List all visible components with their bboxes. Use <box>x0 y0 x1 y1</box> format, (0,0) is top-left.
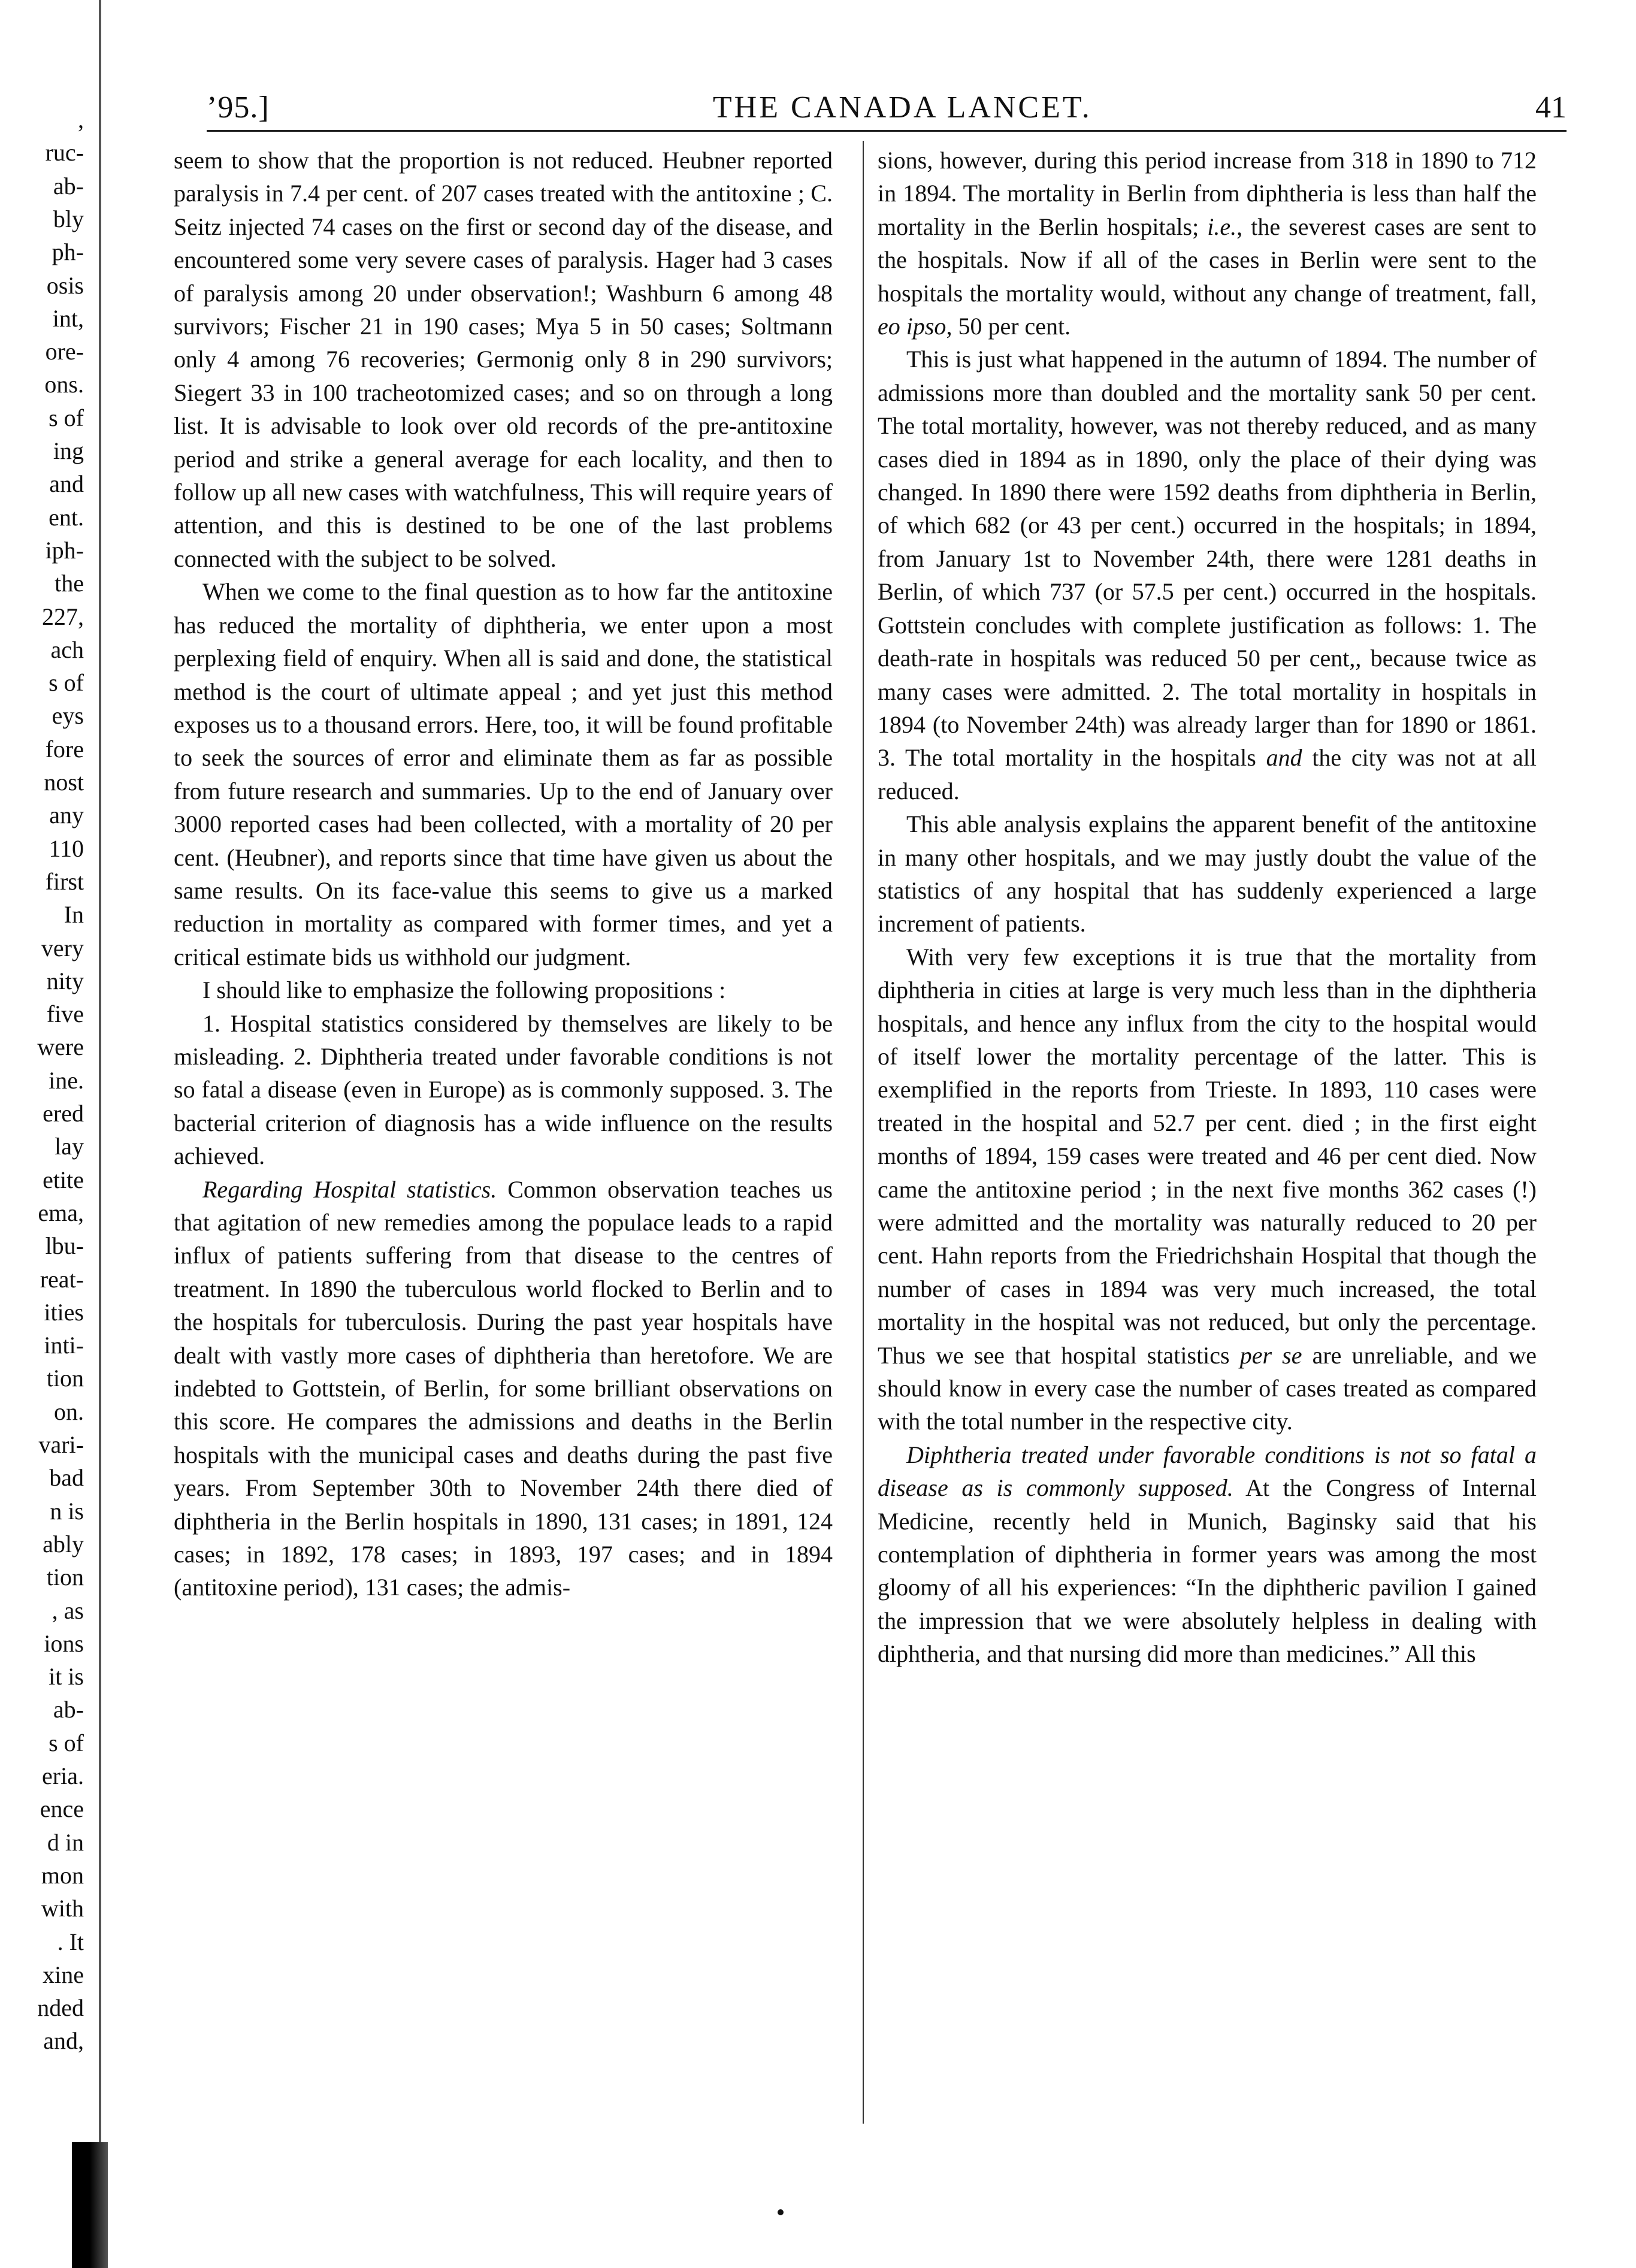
facing-page-fragment: ered <box>43 1100 84 1127</box>
facing-page-fragment: tion <box>46 1564 84 1591</box>
facing-page-fragment: nost <box>44 769 84 796</box>
column-divider <box>863 141 864 2124</box>
facing-page-fragment: ab- <box>53 172 84 199</box>
paragraph: When we come to the final question as to how far the antitoxine has reduced the mortality of diphtheria, we enter upon a most perplexing field of enquiry. When all is said and done, the statistical method is the court of ultimate appeal ; and yet just this method exposes us to a thousand errors. Here, too, it will be found profitable to seek the sources of error and eliminate them as far as possible from future research and summaries. Up to the end of January over 3000 reported cases had been collected, with a mortality of 20 per cent. (Heubner), and reports since that time have given us about the same results. On its face-value this seems to give us a marked reduction in mortality as compared with former times, and yet a critical estimate bids us withhold our judgment. <box>174 578 833 970</box>
page-number: 41 <box>1535 90 1567 125</box>
facing-page-fragment: ably <box>43 1530 84 1558</box>
paragraph: sions, however, during this period increase from 318 in 1890 to 712 in 1894. The mortality in Berlin from diphtheria is less than half the mortality in the Berlin hospitals; i.e., the severest cases are sent to the hospitals. Now if all of the cases in Berlin were sent to the hospitals the mortality would, without any change of treatment, fall, eo ipso, 50 per cent. <box>878 147 1537 340</box>
facing-page-fragment: on. <box>54 1398 84 1425</box>
facing-page-fragment: first <box>45 867 84 895</box>
facing-page-fragment: iph- <box>45 536 84 564</box>
facing-page-fragment: reat- <box>40 1265 84 1293</box>
section-lead: Regarding Hospital statistics. <box>202 1175 497 1203</box>
paragraph: Diphtheria treated under favorable conditions is not so fatal a disease as is commonly supposed. At the Congress of Internal Medicine, recently held in Munich, Baginsky said that his contemplation of diphtheria in former years was among the most gloomy of all his experiences: “In the diphtheric pavilion I gained the impression that we were absolutely helpless in dealing with diphtheria, and that nursing did more than medicines.” All this <box>878 1441 1537 1668</box>
facing-page-fragment: ing <box>53 437 84 464</box>
facing-page-fragment: s of <box>49 404 84 431</box>
facing-page-fragment: mon <box>41 1861 84 1889</box>
facing-page-fragment: ence <box>40 1795 84 1823</box>
facing-page-fragment: any <box>49 802 84 829</box>
header-year: ’95.] <box>207 90 270 125</box>
left-column <box>174 144 833 1604</box>
facing-page-fragment: ons. <box>44 371 84 398</box>
facing-page-fragment: int, <box>52 304 84 332</box>
facing-page-fragment: fore <box>45 735 84 763</box>
facing-page-fragment: with <box>41 1895 84 1922</box>
facing-page-fragment: very <box>41 934 84 961</box>
facing-page-fragment: eria. <box>42 1762 84 1789</box>
facing-page-fragment: , <box>78 106 84 133</box>
facing-page-fragment: lbu- <box>45 1232 84 1260</box>
facing-page-fragment: ine. <box>49 1066 84 1094</box>
facing-page-fragment: xine <box>43 1961 84 1988</box>
paragraph: I should like to emphasize the following propositions : <box>202 976 726 1004</box>
paragraph: This is just what happened in the autumn of 1894. The number of admissions more than doubled and the mortality sank 50 per cent. The total mortality, however, was not thereby reduced, and as many cases died in 1894 as in 1890, only the place of their dying was changed. In 1890 there were 1592 deaths from diphtheria in Berlin, of which 682 (or 43 per cent.) occurred in the hospitals; in 1894, from January 1st to November 24th, there were 1281 deaths in Berlin, of which 737 (or 57.5 per cent.) occurred in the hospitals. Gottstein concludes with complete justification as follows: 1. The death-rate in hospitals was reduced 50 per cent,, because twice as many cases were admitted. 2. The total mortality in hospitals in 1894 (to November 24th) was already larger than for 1890 or 1861. 3. The total mortality in the hospitals and the city was not at all reduced. <box>878 346 1537 805</box>
paragraph: Regarding Hospital statistics. Common observation teaches us that agitation of new remedies among the populace leads to a rapid influx of patients suffering from that disease to the centres of treatment. In 1890 the tuberculous world flocked to Berlin and to the hospitals for tuberculosis. During the past year hospitals have dealt with vastly more cases of diphtheria than heretofore. We are indebted to Gottstein, of Berlin, for some brilliant observations on this score. He compares the admissions and deaths in the Berlin hospitals with the municipal cases and deaths during the past five years. From September 30th to November 24th there died of diphtheria in the Berlin hospitals in 1890, 131 cases; in 1891, 124 cases; in 1892, 178 cases; in 1893, 197 cases; and in 1894 (antitoxine period), 131 cases; the admis- <box>174 1175 833 1601</box>
facing-page-fragment: five <box>46 1000 84 1028</box>
facing-page-fragment: s of <box>49 1729 84 1756</box>
facing-page-fragment: , as <box>52 1596 84 1624</box>
facing-page-fragment: ruc- <box>45 139 84 167</box>
facing-page-fragment: were <box>37 1033 84 1061</box>
paragraph: 1. Hospital statistics considered by themselves are likely to be misleading. 2. Diphtheria treated under favorable conditions is not so fatal a disease (even in Europe) as is commonly supposed. 3. The bacterial criterion of diagnosis has a wide influence on the results achieved. <box>174 1009 833 1170</box>
binding-shadow <box>72 2142 108 2268</box>
facing-page-fragment: bly <box>53 205 84 232</box>
facing-page-fragment: 110 <box>49 834 84 862</box>
facing-page-fragment: the <box>55 570 84 597</box>
paragraph: seem to show that the proportion is not reduced. Heubner reported paralysis in 7.4 per cent. of 207 cases treated with the antitoxine ; C. Seitz injected 74 cases on the first or second day of the disease, and encountered some very severe cases of paralysis. Hager had 3 cases of paralysis among 20 under observation!; Washburn 6 among 48 survivors; Fischer 21 in 190 cases; Mya 5 in 50 cases; Soltmann only 4 among 76 recoveries; Germonig only 8 in 290 survivors; Siegert 33 in 100 tracheotomized cases; and so on through a long list. It is advisable to look over old records of the pre-antitoxine period and strike a general average for each locality, and then to follow up all new cases with watchfulness, This will require years of attention, and this is destined to be one of the last problems connected with the subject to be solved. <box>174 147 833 572</box>
paragraph: With very few exceptions it is true that the mortality from diphtheria in cities at large is very much less than in the diphtheria hospitals, and hence any influx from the city to the hospital would of itself lower the mortality percentage of the latter. This is exemplified in the reports from Trieste. In 1893, 110 cases were treated in the hospital and 52.7 per cent. died ; in the first eight months of 1894, 159 cases were treated and 46 per cent died. Now came the antitoxine period ; in the next five months 362 cases (!) were admitted and the mortality was naturally reduced to 20 per cent. Hahn reports from the Friedrichshain Hospital that though the number of cases in 1894 was very much increased, the total mortality in the hospital was not reduced, but only the percentage. Thus we see that hospital statistics per se are unreliable, and we should know in every case the number of cases treated as compared with the total number in the respective city. <box>878 943 1537 1435</box>
facing-page-fragment: ph- <box>52 238 84 266</box>
paragraph: This able analysis explains the apparent benefit of the antitoxine in many other hospitals, and we may justly doubt the value of the statistics of any hospital that has suddenly experienced a large increment of patients. <box>878 811 1537 938</box>
facing-page-fragment: ab- <box>53 1696 84 1723</box>
running-header <box>207 84 1567 132</box>
journal-title: THE CANADA LANCET. <box>712 90 1092 125</box>
facing-page-fragment: it is <box>49 1663 84 1691</box>
print-speck <box>778 2209 784 2215</box>
facing-page-fragment: d in <box>47 1828 84 1856</box>
facing-page-fragment: ore- <box>45 338 84 365</box>
facing-page-fragment: inti- <box>44 1332 84 1359</box>
section-lead: Diphtheria treated under favorable conditions is not so fatal a disease as is commonly supposed. <box>878 1441 1537 1502</box>
facing-page-fragment: eys <box>52 702 84 730</box>
facing-page-fragment: ema, <box>38 1199 84 1226</box>
facing-page-edge <box>0 0 101 2268</box>
facing-page-fragment: and <box>49 470 84 498</box>
facing-page-fragment: ach <box>50 636 84 663</box>
facing-page-fragment: etite <box>43 1166 84 1193</box>
facing-page-fragment: . It <box>57 1928 84 1955</box>
facing-page-fragment: n is <box>50 1497 84 1525</box>
facing-page-fragment: and, <box>43 2027 84 2055</box>
facing-page-fragment: ent. <box>49 503 84 531</box>
facing-page-fragment: s of <box>49 669 84 697</box>
facing-page-fragment: tion <box>46 1365 84 1392</box>
facing-page-fragment: vari- <box>38 1431 84 1458</box>
facing-page-fragment: ities <box>44 1298 84 1326</box>
facing-page-fragment: 227, <box>42 603 84 630</box>
facing-page-fragment: ions <box>44 1629 84 1657</box>
facing-page-fragment: nded <box>37 1994 84 2022</box>
right-column <box>878 144 1537 1671</box>
facing-page-fragment: bad <box>49 1464 84 1492</box>
facing-page-fragment: nity <box>46 967 84 994</box>
facing-page-fragment: osis <box>46 271 84 299</box>
facing-page-fragment: lay <box>55 1133 84 1160</box>
facing-page-fragment: In <box>63 901 84 929</box>
